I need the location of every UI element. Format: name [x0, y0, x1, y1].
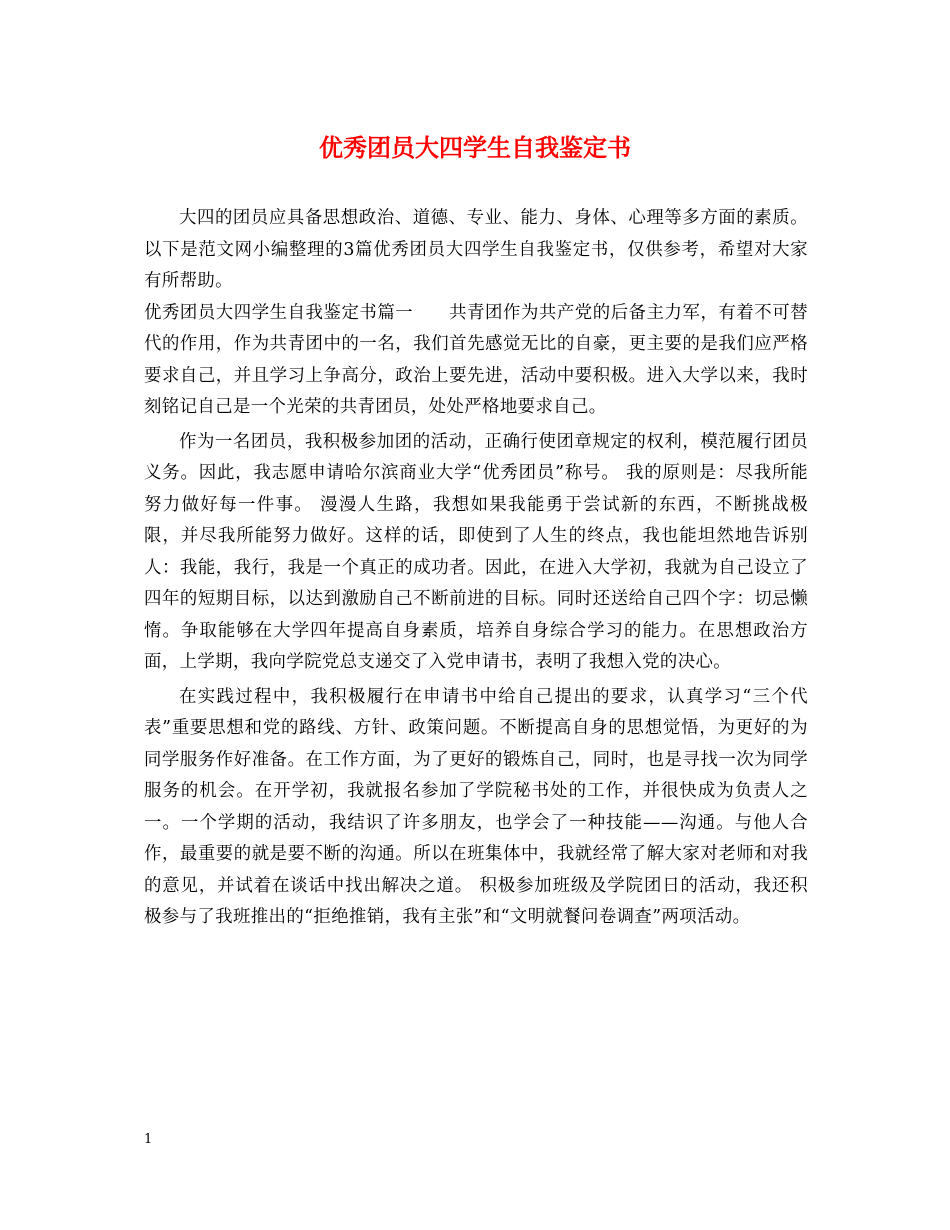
body-paragraph-activities: 作为一名团员，我积极参加团的活动，正确行使团章规定的权利，模范履行团员义务。因此，我志愿申请哈尔滨商业大学“优秀团员”称号。 我的原则是：尽我所能努力做好每一件事。 漫漫人生路，我想如果我能勇于尝试新的东西，不断挑战极限，并尽我所能努力做好。这样的话，即使到了人生的终点，我也能坦然地告诉别人：我能，我行，我是一个真正的成功者。因此，在进入大学初，我就为自己设立了四年的短期目标，以达到激励自己不断前进的目标。同时还送给自己四个字：切忌懒惰。争取能够在大学四年提高自身素质，培养自身综合学习的能力。在思想政治方面，上学期，我向学院党总支递交了入党申请书，表明了我想入党的决心。	[144, 431, 808, 672]
document-body	[144, 203, 808, 934]
document-title: 优秀团员大四学生自我鉴定书	[319, 133, 631, 162]
body-paragraph-practice: 在实践过程中，我积极履行在申请书中给自己提出的要求，认真学习“三个代表”重要思想和党的路线、方针、政策问题。不断提高自身的思想觉悟，为更好的为同学服务作好准备。在工作方面，为了更好的锻炼自己，同时，也是寻找一次为同学服务的机会。在开学初，我就报名参加了学院秘书处的工作，并很快成为负责人之一。一个学期的活动，我结识了许多朋友，也学会了一种技能——沟通。与他人合作，最重要的就是要不断的沟通。所以在班集体中，我就经常了解大家对老师和对我的意见，并试着在谈话中找出解决之道。 积极参加班级及学院团日的活动，我还积极参与了我班推出的“拒绝推销，我有主张”和“文明就餐问卷调查”两项活动。	[144, 686, 808, 927]
page-number: 1	[144, 1132, 153, 1147]
intro-paragraph: 大四的团员应具备思想政治、道德、专业、能力、身体、心理等多方面的素质。以下是范文网小编整理的3篇优秀团员大四学生自我鉴定书，仅供参考，希望对大家有所帮助。	[144, 208, 808, 291]
section-one-paragraph: 优秀团员大四学生自我鉴定书篇一 共青团作为共产党的后备主力军，有着不可替代的作用，作为共青团中的一名，我们首先感觉无比的自豪，更主要的是我们应严格要求自己，并且学习上争高分，政治上要先进，活动中要积极。进入大学以来，我时刻铭记自己是一个光荣的共青团员，处处严格地要求自己。	[144, 302, 808, 417]
